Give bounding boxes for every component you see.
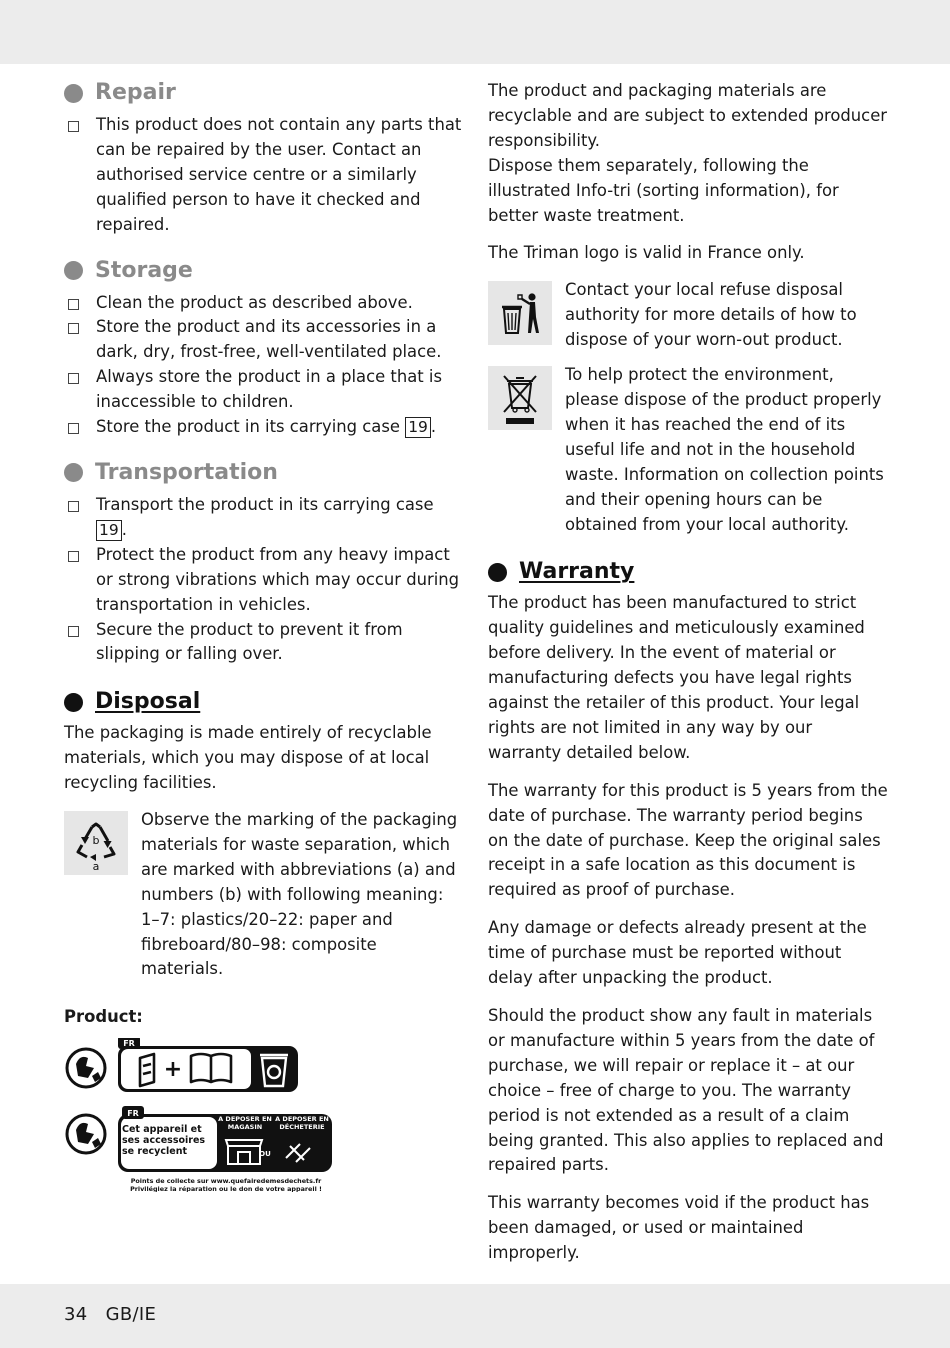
checkbox-bullet-icon <box>68 501 79 512</box>
part-reference: 19 <box>96 520 122 541</box>
store-drop-label: À DÉPOSER EN MAGASIN <box>218 1116 272 1131</box>
checkbox-bullet-icon <box>68 299 79 310</box>
warranty-heading <box>488 557 888 587</box>
recycling-marking-row <box>64 808 464 982</box>
triman-packaging-icon <box>64 1038 304 1102</box>
warranty-paragraph: Any damage or defects already present at the time of purchase must be reported without delay after unpacking the product. <box>488 918 867 988</box>
top-band <box>0 0 950 64</box>
transportation-title: Transportation <box>95 459 278 485</box>
triman-logo-packaging <box>64 1038 464 1102</box>
triman-note: The Triman logo is valid in France only. <box>488 243 805 263</box>
product-label: Product: <box>64 1007 143 1027</box>
recycle-symbol-icon <box>68 815 124 871</box>
storage-list <box>64 291 464 440</box>
page-number: 34 <box>64 1304 88 1325</box>
warranty-paragraph: The warranty for this product is 5 years from the date of purchase. The warranty period begins on the date of purchase. Keep the original sales receipt in a safe location as this document is required as proof of purchase. <box>488 780 888 900</box>
separate-disposal-paragraph: Dispose them separately, following the illustrated Info-tri (sorting information), for better waste treatment. <box>488 155 839 225</box>
refuse-disposal-row <box>488 278 888 353</box>
list-item: Always store the product in a place that is inaccessible to children. <box>64 365 464 415</box>
list-item: Store the product and its accessories in a dark, dry, frost-free, well-ventilated place. <box>64 315 464 365</box>
or-label: OU <box>259 1150 271 1159</box>
transportation-list <box>64 493 464 667</box>
list-item: This product does not contain any parts that can be repaired by the user. Contact an authorised service centre or a similarly qualified person to have it checked and repaired. <box>64 113 464 238</box>
part-reference: 19 <box>405 417 431 438</box>
repair-title: Repair <box>95 80 176 105</box>
recyclable-paragraph: The product and packaging materials are recyclable and are subject to extended producer responsibility. <box>488 81 888 150</box>
checkbox-bullet-icon <box>68 551 79 562</box>
section-bullet-icon <box>64 693 83 712</box>
section-bullet-icon <box>64 463 83 482</box>
section-bullet-icon <box>488 563 507 582</box>
triman-logo-appliance <box>64 1106 464 1192</box>
right-column <box>488 79 888 1266</box>
recycle-code-a: a <box>92 860 100 872</box>
page-footer <box>64 1304 156 1325</box>
transportation-heading <box>64 458 464 488</box>
crossed-bin-icon <box>488 366 552 430</box>
repair-list <box>64 113 464 238</box>
repair-heading <box>64 78 464 108</box>
warranty-paragraph: The product has been manufactured to strict quality guidelines and meticulously examined before delivery. In the event of material or manufacturing defects you have legal rights against the retailer of this product. Your legal rights are not limited in any way by our warranty detailed below. <box>488 593 865 762</box>
left-column <box>64 78 464 1192</box>
checkbox-bullet-icon <box>68 323 79 334</box>
weee-text: To help protect the environment, please dispose of the product properly when it has reached the end of its useful life and not in the household waste. Information on collection points and their opening hours can be obtained from your local authority. <box>565 365 884 534</box>
checkbox-bullet-icon <box>68 373 79 384</box>
checkbox-bullet-icon <box>68 121 79 132</box>
triman-appliance-icon <box>64 1106 334 1192</box>
storage-title: Storage <box>95 257 193 283</box>
weee-row <box>488 363 888 537</box>
recycle-code-b: b <box>92 834 100 848</box>
svg-text:+: + <box>163 1057 183 1083</box>
svg-text:FR: FR <box>127 1109 139 1119</box>
refuse-disposal-text: Contact your local refuse disposal authority for more details of how to dispose of your worn-out product. <box>565 280 857 350</box>
repair-priority-text: Privilégiez la réparation ou le don de votre appareil ! <box>130 1185 322 1193</box>
warranty-paragraph: This warranty becomes void if the product has been damaged, or used or maintained improperly. <box>488 1193 870 1263</box>
tidyman-icon <box>488 281 552 345</box>
list-item: Protect the product from any heavy impact or strong vibrations which may occur during transportation in vehicles. <box>64 543 464 618</box>
checkbox-bullet-icon <box>68 626 79 637</box>
collection-points-text: Points de collecte sur www.quefairedemesdechets.fr <box>130 1177 322 1186</box>
section-bullet-icon <box>64 261 83 280</box>
warranty-title: Warranty <box>519 559 635 585</box>
locale-label: GB/IE <box>105 1304 157 1325</box>
disposal-title: Disposal <box>95 689 201 715</box>
center-drop-label: À DÉPOSER EN DÉCHETERIE <box>275 1116 329 1131</box>
disposal-intro: The packaging is made entirely of recyclable materials, which you may dispose of at local recycling facilities. <box>64 723 432 793</box>
warranty-paragraph: Should the product show any fault in materials or manufacture within 5 years from the date of purchase, we will repair or replace it – at our choice – free of charge to you. The warranty period is not extended as a result of a claim being granted. This also applies to replaced and repaired parts. <box>488 1006 884 1175</box>
section-bullet-icon <box>64 84 83 103</box>
checkbox-bullet-icon <box>68 423 79 434</box>
recycle-triangle-icon <box>64 811 128 875</box>
list-item: Secure the product to prevent it from slipping or falling over. <box>64 618 464 668</box>
marking-text: Observe the marking of the packaging materials for waste separation, which are marked with abbreviations (a) and numbers (b) with following meaning: 1–7: plastics/20–22: paper and fibreboard/80–98: composite materials. <box>141 810 458 979</box>
list-item: Transport the product in its carrying case 19 . <box>64 493 464 543</box>
storage-heading <box>64 256 464 286</box>
disposal-heading <box>64 687 464 717</box>
list-item: Store the product in its carrying case 19 . <box>64 415 464 440</box>
fr-tag: FR <box>123 1039 135 1049</box>
appliance-recycle-text: Cet appareil et ses accessoires se recyclent <box>122 1124 206 1158</box>
list-item: Clean the product as described above. <box>64 291 464 316</box>
